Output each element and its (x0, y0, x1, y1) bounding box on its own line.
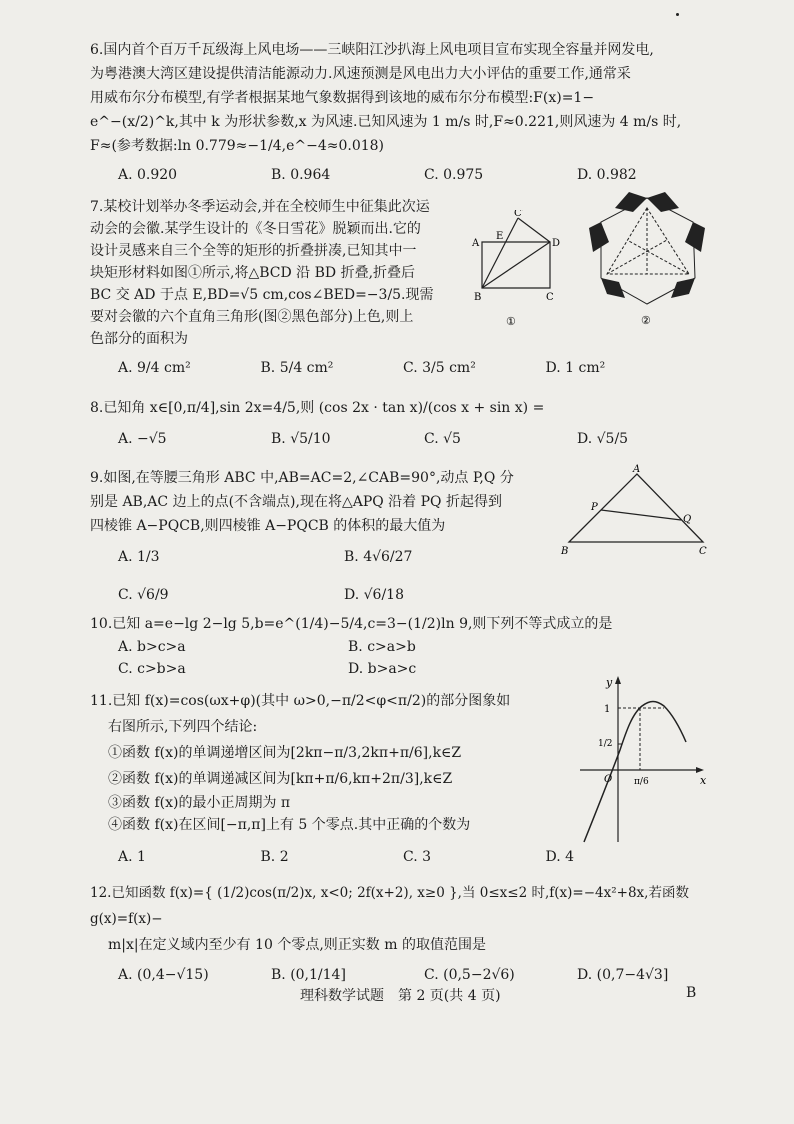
fig2-caption: ② (641, 314, 651, 327)
ink-speck (676, 13, 679, 16)
option-c: C. √6/9 (118, 587, 169, 603)
q12-line: m|x|在定义域内至少有 10 个零点,则正实数 m 的取值范围是 (108, 937, 486, 953)
option-a: A. 1/3 (118, 549, 160, 565)
option-c: C. √5 (424, 431, 461, 447)
label-e: E (496, 231, 504, 242)
q11-line: 11.已知 f(x)=cos(ωx+φ)(其中 ω>0,−π/2<φ<π/2)的部分图象如 (90, 693, 511, 709)
version-badge: B (686, 985, 697, 1001)
question-10 (90, 612, 730, 680)
q8-options (90, 428, 730, 450)
option-d: D. √5/5 (577, 431, 629, 447)
q9-options (90, 546, 570, 606)
q9-line: 9.如图,在等腰三角形 ABC 中,AB=AC=2,∠CAB=90°,动点 P,Q 分 (90, 470, 514, 486)
question-9 (90, 466, 570, 606)
q6-line: 用威布尔分布模型,有学者根据某地气象数据得到该地的威布尔分布模型:F(x)=1− (90, 90, 595, 106)
tick-pi-sixth: π/6 (634, 777, 649, 787)
label-b: B (561, 546, 569, 557)
q10-options (90, 636, 578, 680)
tick-half: 1/2 (598, 739, 613, 749)
q9-line: 四棱锥 A−PQCB,则四棱锥 A−PQCB 的体积的最大值为 (90, 518, 446, 534)
option-a: A. b>c>a (118, 639, 186, 655)
q7-figure-2 (585, 190, 715, 330)
q11-line: ②函数 f(x)的单调递减区间为[kπ+π/6,kπ+2π/3],k∈Z (108, 771, 453, 787)
footer-title: 理科数学试题 第 2 页(共 4 页) (300, 988, 501, 1004)
q11-graph (560, 672, 710, 852)
option-b: B. 2 (260, 849, 289, 865)
option-b: B. 0.964 (271, 167, 331, 183)
question-7 (90, 196, 470, 350)
origin-label: O (604, 774, 613, 785)
label-c: C (699, 546, 707, 557)
label-c: C (546, 292, 554, 303)
option-b: B. c>a>b (348, 639, 416, 655)
question-6 (90, 38, 730, 186)
q11-line: ①函数 f(x)的单调递增区间为[2kπ−π/3,2kπ+π/6],k∈Z (108, 745, 462, 761)
q9-figure (555, 462, 715, 562)
option-d: D. (0,7−4√3] (577, 967, 669, 983)
q7-line: BC 交 AD 于点 E,BD=√5 cm,cos∠BED=−3/5.现需 (90, 287, 434, 303)
option-b: B. √5/10 (271, 431, 331, 447)
q11-line: 右图所示,下列四个结论: (108, 719, 258, 735)
q7-line: 要对会徽的六个直角三角形(图②黑色部分)上色,则上 (90, 309, 414, 325)
label-q: Q (683, 514, 692, 525)
q12-options (90, 964, 730, 986)
option-c: C. 3/5 cm² (403, 360, 476, 376)
question-8 (90, 396, 730, 450)
option-c: C. 3 (403, 849, 432, 865)
option-a: A. −√5 (118, 431, 167, 447)
option-a: A. (0,4−√15) (118, 967, 209, 983)
option-c: C. 0.975 (424, 167, 484, 183)
option-c: C. (0,5−2√6) (424, 967, 515, 983)
fig1-caption: ① (506, 315, 516, 328)
option-a: A. 0.920 (118, 167, 178, 183)
label-a: A (472, 238, 480, 249)
label-c-prime: C′ (514, 210, 524, 219)
q9-line: 别是 AB,AC 边上的点(不含端点),现在将△APQ 沿着 PQ 折起得到 (90, 494, 502, 510)
q8-text: 8.已知角 x∈[0,π/4],sin 2x=4/5,则 (cos 2x · tan x)/(cos x + sin x) = (90, 400, 545, 416)
option-a: A. 9/4 cm² (118, 360, 191, 376)
option-d: D. √6/18 (344, 587, 404, 603)
q7-line: 7.某校计划举办冬季运动会,并在全校师生中征集此次运 (90, 199, 430, 215)
option-b: B. (0,1/14] (271, 967, 346, 983)
label-d: D (552, 238, 561, 249)
q6-options (90, 164, 730, 186)
option-d: D. 0.982 (577, 167, 637, 183)
option-d: D. 4 (545, 849, 575, 865)
q6-line: 6.国内首个百万千瓦级海上风电场——三峡阳江沙扒海上风电项目宣布实现全容量并网发电, (90, 42, 654, 58)
axis-y-label: y (606, 676, 613, 689)
q7-line: 色部分的面积为 (90, 331, 188, 347)
option-b: B. 4√6/27 (344, 549, 413, 565)
q7-line: 动会的会徽.某学生设计的《冬日雪花》脱颖而出.它的 (90, 221, 421, 237)
option-b: B. 5/4 cm² (260, 360, 334, 376)
question-12 (90, 880, 730, 986)
q7-options (118, 357, 688, 379)
q7-figure-1 (470, 210, 570, 330)
q6-line: F≈(参考数据:ln 0.779≈−1/4,e^−4≈0.018) (90, 138, 385, 154)
label-b: B (474, 292, 482, 303)
axis-x-label: x (700, 774, 707, 787)
option-d: D. 1 cm² (545, 360, 606, 376)
option-d: D. b>a>c (348, 661, 417, 677)
q6-line: e^−(x/2)^k,其中 k 为形状参数,x 为风速.已知风速为 1 m/s 时,F≈0.221,则风速为 4 m/s 时, (90, 114, 682, 130)
q11-line: ③函数 f(x)的最小正周期为 π (108, 795, 291, 811)
q10-text: 10.已知 a=e−lg 2−lg 5,b=e^(1/4)−5/4,c=3−(1/2)ln 9,则下列不等式成立的是 (90, 616, 613, 632)
q6-line: 为粤港澳大湾区建设提供清洁能源动力.风速预测是风电出力大小评估的重要工作,通常采 (90, 66, 631, 82)
label-a: A (633, 464, 641, 475)
tick-one: 1 (604, 704, 611, 715)
q11-line: ④函数 f(x)在区间[−π,π]上有 5 个零点.其中正确的个数为 (108, 817, 471, 833)
question-11 (90, 688, 580, 836)
q7-line: 设计灵感来自三个全等的矩形的折叠拼凑,已知其中一 (90, 243, 417, 259)
label-p: P (591, 502, 598, 513)
option-a: A. 1 (118, 849, 146, 865)
q12-line: 12.已知函数 f(x)={ (1/2)cos(π/2)x, x<0; 2f(x+2), x≥0 },当 0≤x≤2 时,f(x)=−4x²+8x,若函数 g(x)=f(x)− (90, 885, 689, 927)
q7-line: 块矩形材料如图①所示,将△BCD 沿 BD 折叠,折叠后 (90, 265, 416, 281)
option-c: C. c>b>a (118, 661, 186, 677)
